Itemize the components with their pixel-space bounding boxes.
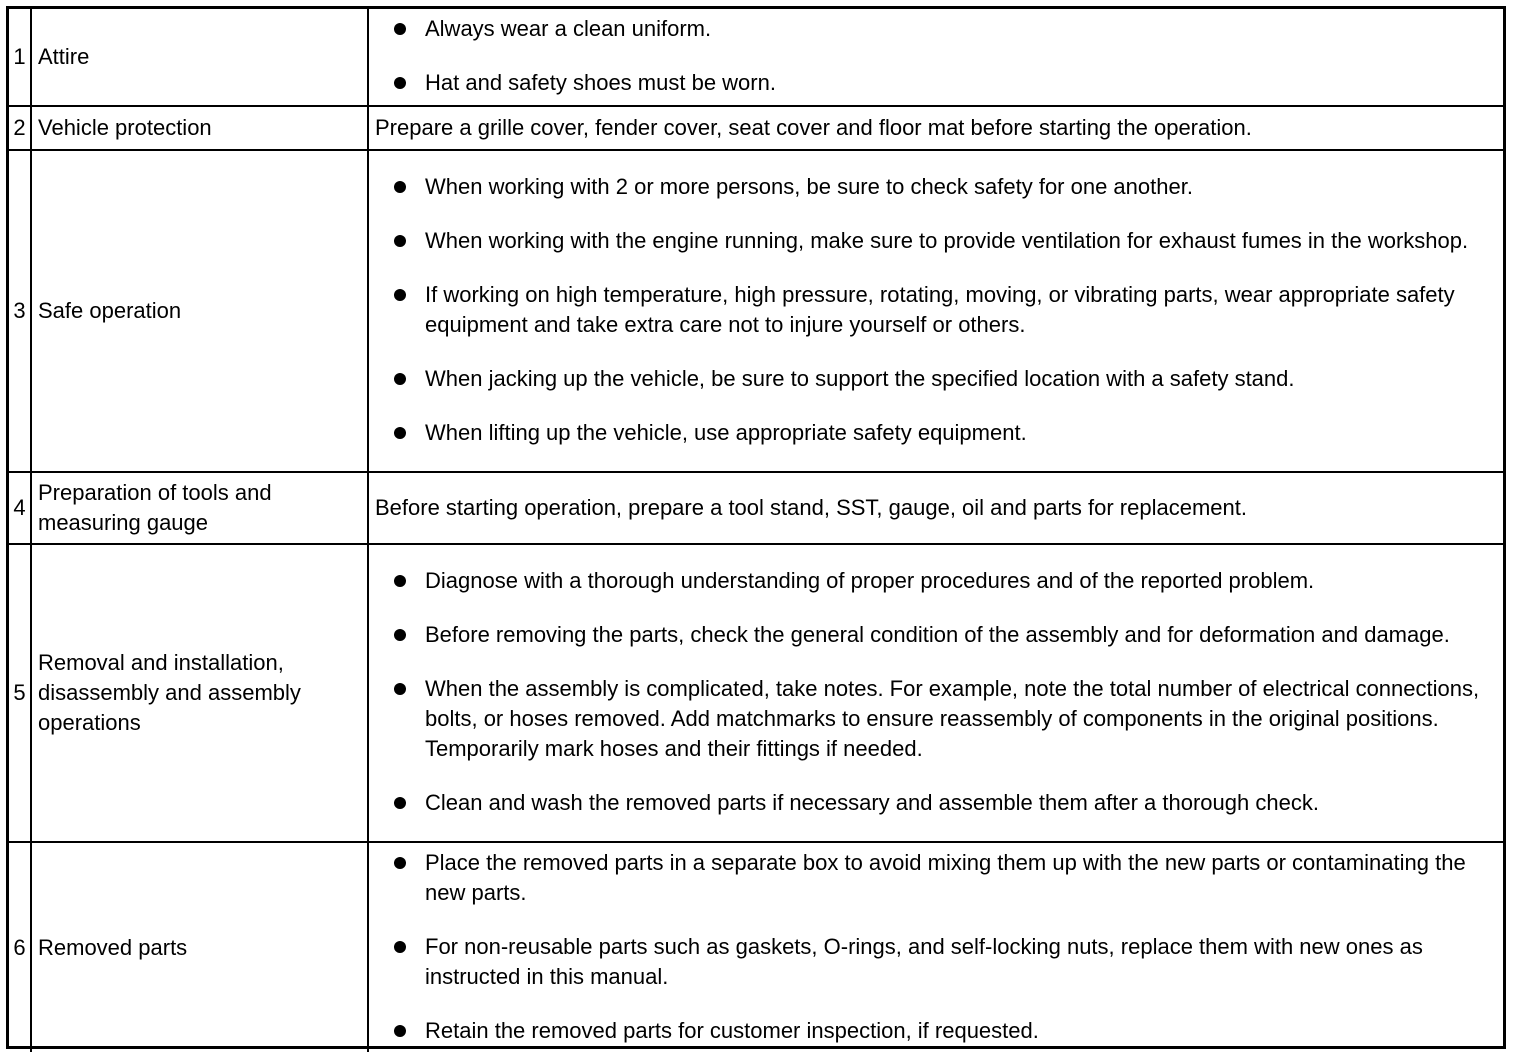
list-item-text: Retain the removed parts for customer inspection, if requested. [425, 1017, 1039, 1043]
row-number: 1 [9, 9, 31, 106]
row-content [368, 842, 1503, 1052]
list-item-text: Hat and safety shoes must be worn. [425, 70, 776, 95]
list-item-text: Diagnose with a thorough understanding of proper procedures and of the reported problem. [425, 568, 1315, 593]
row-number: 3 [9, 150, 31, 472]
row-title: Removed parts [31, 842, 368, 1052]
list-item-text: Clean and wash the removed parts if necessary and assemble them after a thorough check. [425, 790, 1319, 815]
list-item-text: When jacking up the vehicle, be sure to support the specified location with a safety stand. [425, 366, 1295, 391]
list-item-text: When the assembly is complicated, take notes. For example, note the total number of electrical connections, bolts, or hoses removed. Add matchmarks to ensure reassembly of components in the original positions. Temporarily mark hoses and their fittings if needed. [425, 676, 1480, 761]
table-row [9, 106, 1503, 150]
list-item [377, 674, 1493, 764]
row-title: Vehicle protection [31, 106, 368, 150]
row-title: Preparation of tools and measuring gauge [31, 472, 368, 544]
list-item [377, 172, 1493, 202]
table-row [9, 150, 1503, 472]
list-item [377, 418, 1493, 448]
list-item [377, 566, 1493, 596]
list-item-text: When lifting up the vehicle, use appropriate safety equipment. [425, 420, 1027, 445]
row-number: 4 [9, 472, 31, 544]
bullet-icon [394, 683, 406, 695]
bullet-list [377, 168, 1493, 454]
list-item [377, 364, 1493, 394]
list-item [377, 14, 1493, 44]
precautions-table-frame [6, 6, 1506, 1049]
list-item-text: Place the removed parts in a separate box to avoid mixing them up with the new parts or contaminating the new parts. [425, 849, 1466, 905]
list-item-text: When working with the engine running, make sure to provide ventilation for exhaust fumes in the workshop. [425, 228, 1469, 253]
row-title: Safe operation [31, 150, 368, 472]
bullet-icon [394, 427, 406, 439]
list-item [377, 226, 1493, 256]
list-item-text: If working on high temperature, high pressure, rotating, moving, or vibrating parts, wear appropriate safety equipment and take extra care not to injure yourself or others. [425, 282, 1455, 337]
bullet-icon [394, 23, 406, 35]
list-item [377, 620, 1493, 650]
list-item-text: Before removing the parts, check the general condition of the assembly and for deformation and damage. [425, 622, 1450, 647]
bullet-icon [394, 575, 406, 587]
list-item-text: For non-reusable parts such as gaskets, O-rings, and self-locking nuts, replace them with new ones as instructed in this manual. [425, 933, 1423, 989]
list-item [377, 1016, 1493, 1046]
bullet-list [377, 562, 1493, 824]
row-content [368, 9, 1503, 106]
bullet-icon [394, 941, 406, 953]
list-item [377, 932, 1493, 992]
table-row [9, 544, 1503, 842]
row-number: 5 [9, 544, 31, 842]
bullet-icon [394, 1025, 406, 1037]
bullet-list [377, 10, 1493, 104]
list-item-text: Always wear a clean uniform. [425, 16, 712, 41]
table-row [9, 9, 1503, 106]
bullet-icon [394, 629, 406, 641]
row-number: 2 [9, 106, 31, 150]
row-content [368, 150, 1503, 472]
bullet-icon [394, 289, 406, 301]
precautions-table [9, 9, 1503, 1052]
bullet-icon [394, 797, 406, 809]
table-row [9, 472, 1503, 544]
row-title: Attire [31, 9, 368, 106]
bullet-icon [394, 373, 406, 385]
table-row [9, 842, 1503, 1052]
bullet-icon [394, 235, 406, 247]
bullet-icon [394, 77, 406, 89]
list-item [377, 848, 1493, 908]
row-title: Removal and installation, disassembly and assembly operations [31, 544, 368, 842]
list-item [377, 280, 1493, 340]
bullet-icon [394, 857, 406, 869]
bullet-icon [394, 181, 406, 193]
row-content-text: Prepare a grille cover, fender cover, seat cover and floor mat before starting the operation. [368, 106, 1503, 150]
row-content [368, 544, 1503, 842]
list-item [377, 788, 1493, 818]
row-content-text: Before starting operation, prepare a tool stand, SST, gauge, oil and parts for replacement. [368, 472, 1503, 544]
list-item [377, 68, 1493, 98]
row-number: 6 [9, 842, 31, 1052]
list-item-text: When working with 2 or more persons, be sure to check safety for one another. [425, 174, 1193, 199]
bullet-list [377, 844, 1493, 1052]
